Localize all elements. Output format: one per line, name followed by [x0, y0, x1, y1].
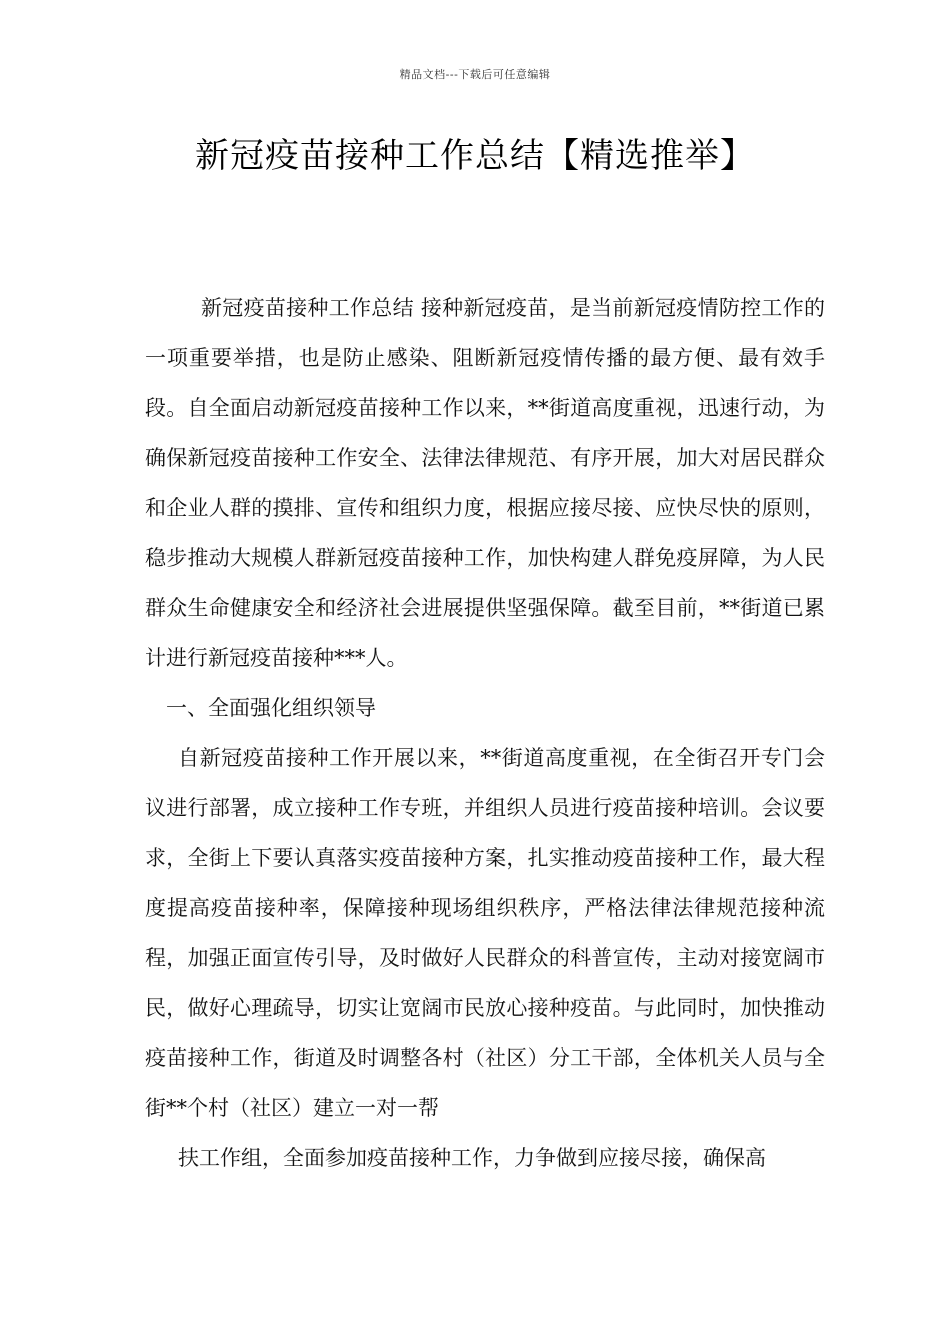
paragraph-organization: 自新冠疫苗接种工作开展以来，**街道高度重视，在全街召开专门会议进行部署，成立接种工作专班，并组织人员进行疫苗接种培训。会议要求，全街上下要认真落实疫苗接种方案，扎实推动疫苗接种工作，最大程度提高疫苗接种率，保障接种现场组织秩序，严格法律法律规范接种流程，加强正面宣传引导，及时做好人民群众的科普宣传，主动对接宽阔市民，做好心理疏导，切实让宽阔市民放心接种疫苗。与此同时，加快推动疫苗接种工作，街道及时调整各村（社区）分工干部，全体机关人员与全街**个村（社区）建立一对一帮	[145, 746, 825, 1120]
paragraph-intro: 新冠疫苗接种工作总结 接种新冠疫苗，是当前新冠疫情防控工作的一项重要举措，也是防止感染、阻断新冠疫情传播的最方便、最有效手段。自全面启动新冠疫苗接种工作以来，**街道高度重视，迅速行动，为确保新冠疫苗接种工作安全、法律法律规范、有序开展，加大对居民群众和企业人群的摸排、宣传和组织力度，根据应接尽接、应快尽快的原则，稳步推动大规模人群新冠疫苗接种工作，加快构建人群免疫屏障，为人民群众生命健康安全和经济社会进展提供坚强保障。截至目前，**街道已累计进行新冠疫苗接种***人。	[145, 296, 825, 670]
section-heading: 一、全面强化组织领导	[166, 696, 376, 720]
paragraph-continuation: 扶工作组，全面参加疫苗接种工作，力争做到应接尽接，确保高	[178, 1146, 766, 1170]
document-body	[145, 283, 825, 1183]
document-title: 新冠疫苗接种工作总结【精选推举】	[195, 136, 755, 176]
header-note: 精品文档---下载后可任意编辑	[399, 68, 551, 81]
